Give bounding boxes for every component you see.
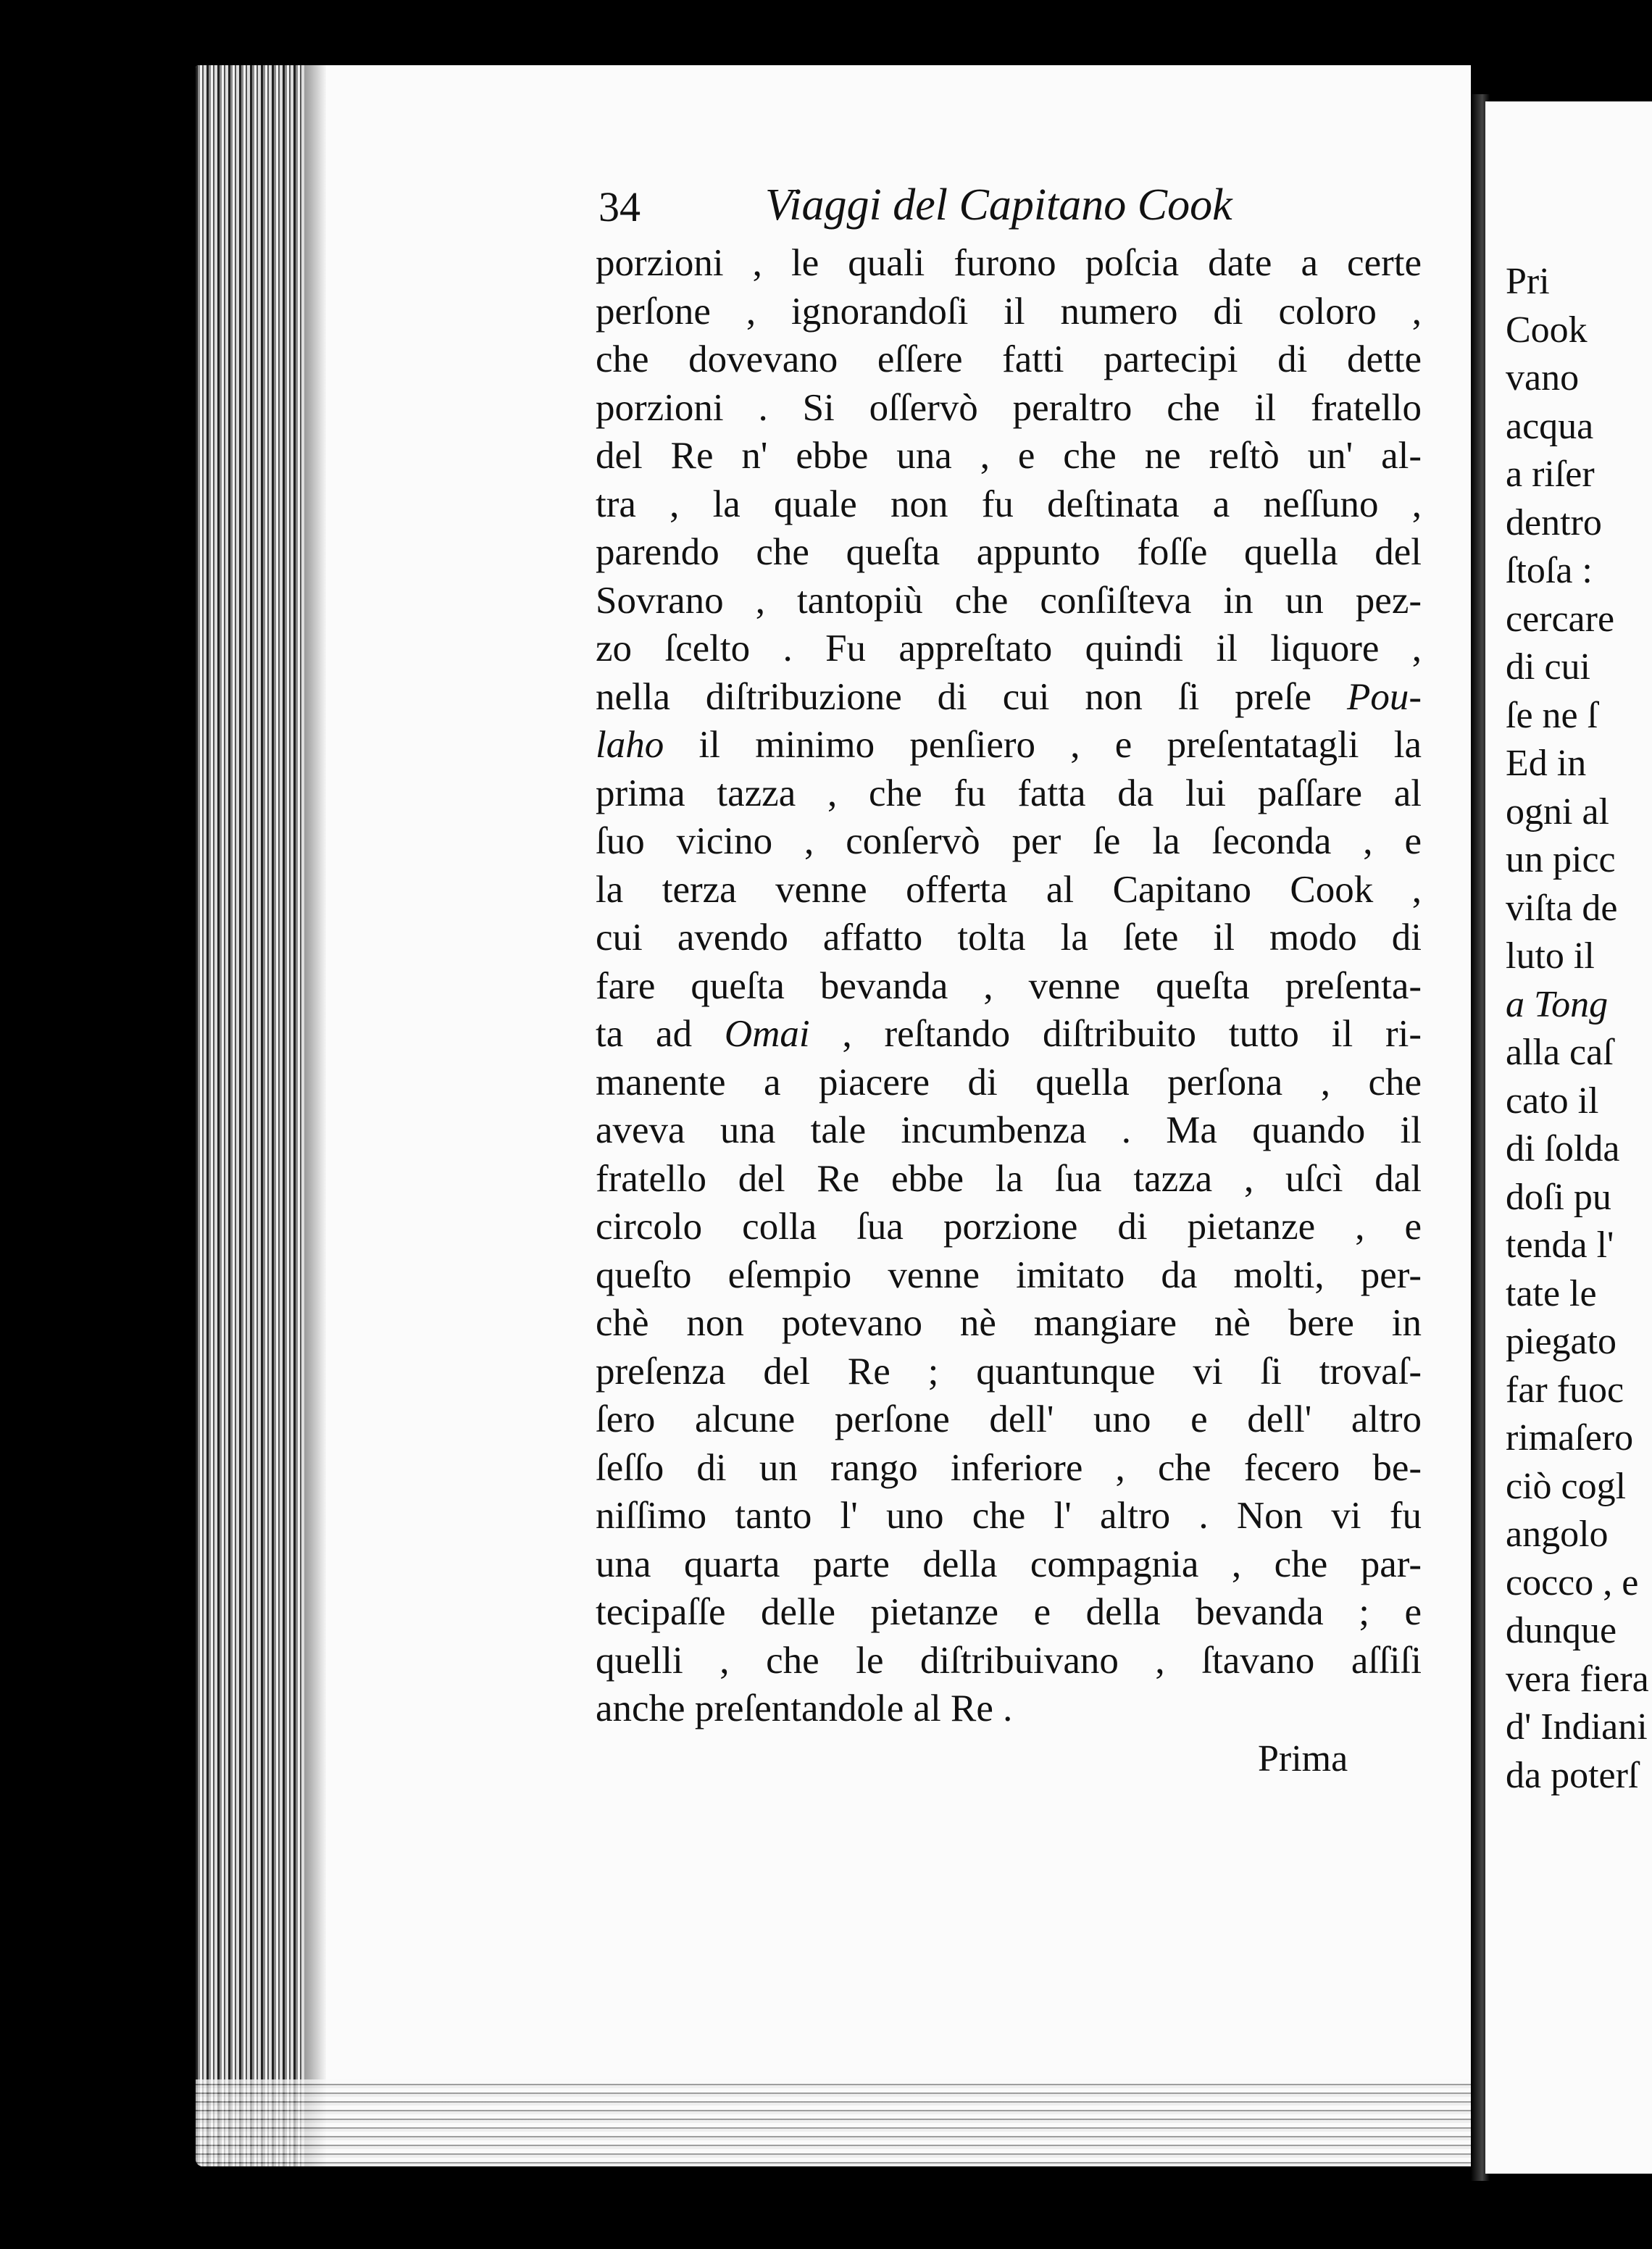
right-text-line: ogni al: [1506, 790, 1609, 833]
text-line: [596, 1348, 1422, 1396]
right-text-line: d' Indiani: [1506, 1706, 1648, 1748]
text-line: [596, 432, 1422, 480]
text-segment: quelli , che le diſtribuivano , ſtavano aſſiſi: [596, 1639, 1422, 1682]
text-line: [596, 335, 1422, 384]
text-segment: il minimo penſiero , e preſentatagli la: [664, 724, 1422, 766]
text-line: [596, 769, 1422, 818]
text-segment: ſuo vicino , conſervò per ſe la ſeconda , e: [596, 820, 1422, 862]
page-number: 34: [598, 183, 641, 230]
text-line: [596, 1251, 1422, 1300]
right-text-line: un picc: [1506, 839, 1616, 880]
right-text-line: far fuoc: [1506, 1369, 1624, 1411]
text-line: [596, 1540, 1422, 1589]
right-text-line: vera fiera: [1506, 1658, 1649, 1700]
text-line: [596, 1106, 1422, 1155]
text-segment: ta ad: [596, 1013, 725, 1055]
text-segment: prima tazza , che fu fatta da lui paſſare al: [596, 772, 1422, 814]
text-segment: nella diſtribuzione di cui non ſi preſe: [596, 675, 1347, 718]
right-text-line: tate le: [1506, 1272, 1597, 1314]
right-text-line: da poterſ: [1506, 1754, 1639, 1796]
text-segment: tra , la quale non fu deſtinata a neſſuno ,: [596, 483, 1422, 525]
text-segment: fare queſta bevanda , venne queſta preſenta-: [596, 964, 1422, 1007]
right-text-line: cocco , e: [1506, 1561, 1639, 1603]
text-line: [596, 1588, 1422, 1637]
text-segment: ſeſſo di un rango inferiore , che fecero be-: [596, 1446, 1422, 1489]
right-text-line: di cui: [1506, 646, 1590, 688]
text-segment: fratello del Re ebbe la ſua tazza , uſcì dal: [596, 1157, 1422, 1200]
text-line: [596, 1155, 1422, 1203]
body-text: [596, 239, 1422, 1733]
right-text-line: vano: [1506, 357, 1580, 399]
right-text-line: dentro: [1506, 501, 1602, 543]
catchword: Prima: [1258, 1738, 1348, 1779]
text-segment: una quarta parte della compagnia , che par-: [596, 1543, 1422, 1585]
text-line: [596, 528, 1422, 577]
page-header: [598, 180, 1453, 248]
text-line: [596, 480, 1422, 529]
text-line: [596, 1685, 1422, 1733]
text-line: [596, 1203, 1422, 1251]
right-text-line: piegato: [1506, 1321, 1617, 1362]
right-text-line: acqua: [1506, 405, 1594, 447]
right-text-line: di ſolda: [1506, 1128, 1620, 1169]
text-line: [596, 1299, 1422, 1348]
right-text-line: ciò cogl: [1506, 1465, 1627, 1507]
page-bottom-edges: [196, 2079, 1471, 2166]
right-text-line: Pri: [1506, 261, 1550, 302]
right-text-line: Ed in: [1506, 743, 1587, 784]
right-text-line: cato il: [1506, 1080, 1599, 1122]
text-line: [596, 1492, 1422, 1540]
right-text-line: a riſer: [1506, 454, 1595, 495]
text-segment: , reſtando diſtribuito tutto il ri-: [809, 1013, 1422, 1055]
text-segment: porzioni , le quali furono poſcia date a certe: [596, 242, 1422, 284]
text-segment: zo ſcelto . Fu appreſtato quindi il liquore ,: [596, 627, 1422, 669]
text-line: [596, 1444, 1422, 1493]
right-text-line: ſe ne ſ: [1506, 694, 1598, 736]
text-segment: la terza venne offerta al Capitano Cook ,: [596, 868, 1422, 911]
text-line: [596, 914, 1422, 962]
text-line: [596, 866, 1422, 914]
right-text-line: rimaſero: [1506, 1417, 1634, 1459]
text-line: [596, 1059, 1422, 1107]
text-segment: che dovevano eſſere fatti partecipi di dette: [596, 338, 1422, 380]
text-segment: aveva una tale incumbenza . Ma quando il: [596, 1109, 1422, 1151]
text-line: [596, 1637, 1422, 1685]
text-segment: anche preſentandole al Re .: [596, 1687, 1013, 1729]
italic-name: laho: [596, 724, 664, 766]
text-line: [596, 962, 1422, 1011]
text-line: [596, 1010, 1422, 1059]
text-segment: ſero alcune perſone dell' uno e dell' altro: [596, 1398, 1422, 1440]
right-text-line: luto il: [1506, 935, 1595, 977]
right-text-line: Cook: [1506, 309, 1588, 351]
text-line: [596, 673, 1422, 722]
right-text-line: alla caſ: [1506, 1032, 1614, 1073]
right-text-line: angolo: [1506, 1514, 1609, 1555]
text-segment: del Re n' ebbe una , e che ne reſtò un' al-: [596, 435, 1422, 477]
text-segment: cui avendo affatto tolta la ſete il modo di: [596, 917, 1422, 959]
text-segment: queſto eſempio venne imitato da molti, per-: [596, 1253, 1422, 1296]
text-segment: Sovrano , tantopiù che conſiſteva in un pez-: [596, 579, 1422, 622]
text-line: [596, 288, 1422, 336]
text-line: [596, 817, 1422, 866]
right-text-line: ſtoſa :: [1506, 550, 1593, 591]
right-text-line: a Tong: [1506, 983, 1609, 1025]
text-line: [596, 239, 1422, 288]
text-segment: chè non potevano nè mangiare nè bere in: [596, 1302, 1422, 1344]
text-segment: tecipaſſe delle pietanze e della bevanda ; e: [596, 1591, 1422, 1633]
right-text-line: cercare: [1506, 598, 1615, 640]
text-line: [596, 625, 1422, 673]
text-segment: circolo colla ſua porzione di pietanze , e: [596, 1206, 1422, 1248]
right-text-line: doſi pu: [1506, 1176, 1611, 1218]
right-text-line: viſta de: [1506, 887, 1618, 929]
text-line: [596, 384, 1422, 433]
text-segment: parendo che queſta appunto foſſe quella del: [596, 531, 1422, 573]
running-title: Viaggi del Capitano Cook: [765, 180, 1232, 230]
page-edges: [196, 65, 312, 2166]
italic-name: Pou-: [1346, 675, 1422, 718]
right-text-line: dunque: [1506, 1610, 1617, 1651]
text-line: [596, 1395, 1422, 1444]
text-line: [596, 577, 1422, 625]
text-line: [596, 721, 1422, 769]
text-segment: preſenza del Re ; quantunque vi ſi trovaſ-: [596, 1350, 1422, 1393]
text-segment: porzioni . Si oſſervò peraltro che il fratello: [596, 386, 1422, 429]
right-page-text: [1506, 258, 1649, 1800]
italic-name: Omai: [724, 1013, 810, 1055]
text-segment: niſſimo tanto l' uno che l' altro . Non vi fu: [596, 1495, 1422, 1537]
text-segment: manente a piacere di quella perſona , che: [596, 1061, 1422, 1103]
right-text-line: tenda l': [1506, 1224, 1614, 1266]
text-segment: perſone , ignorandoſi il numero di coloro ,: [596, 290, 1422, 333]
